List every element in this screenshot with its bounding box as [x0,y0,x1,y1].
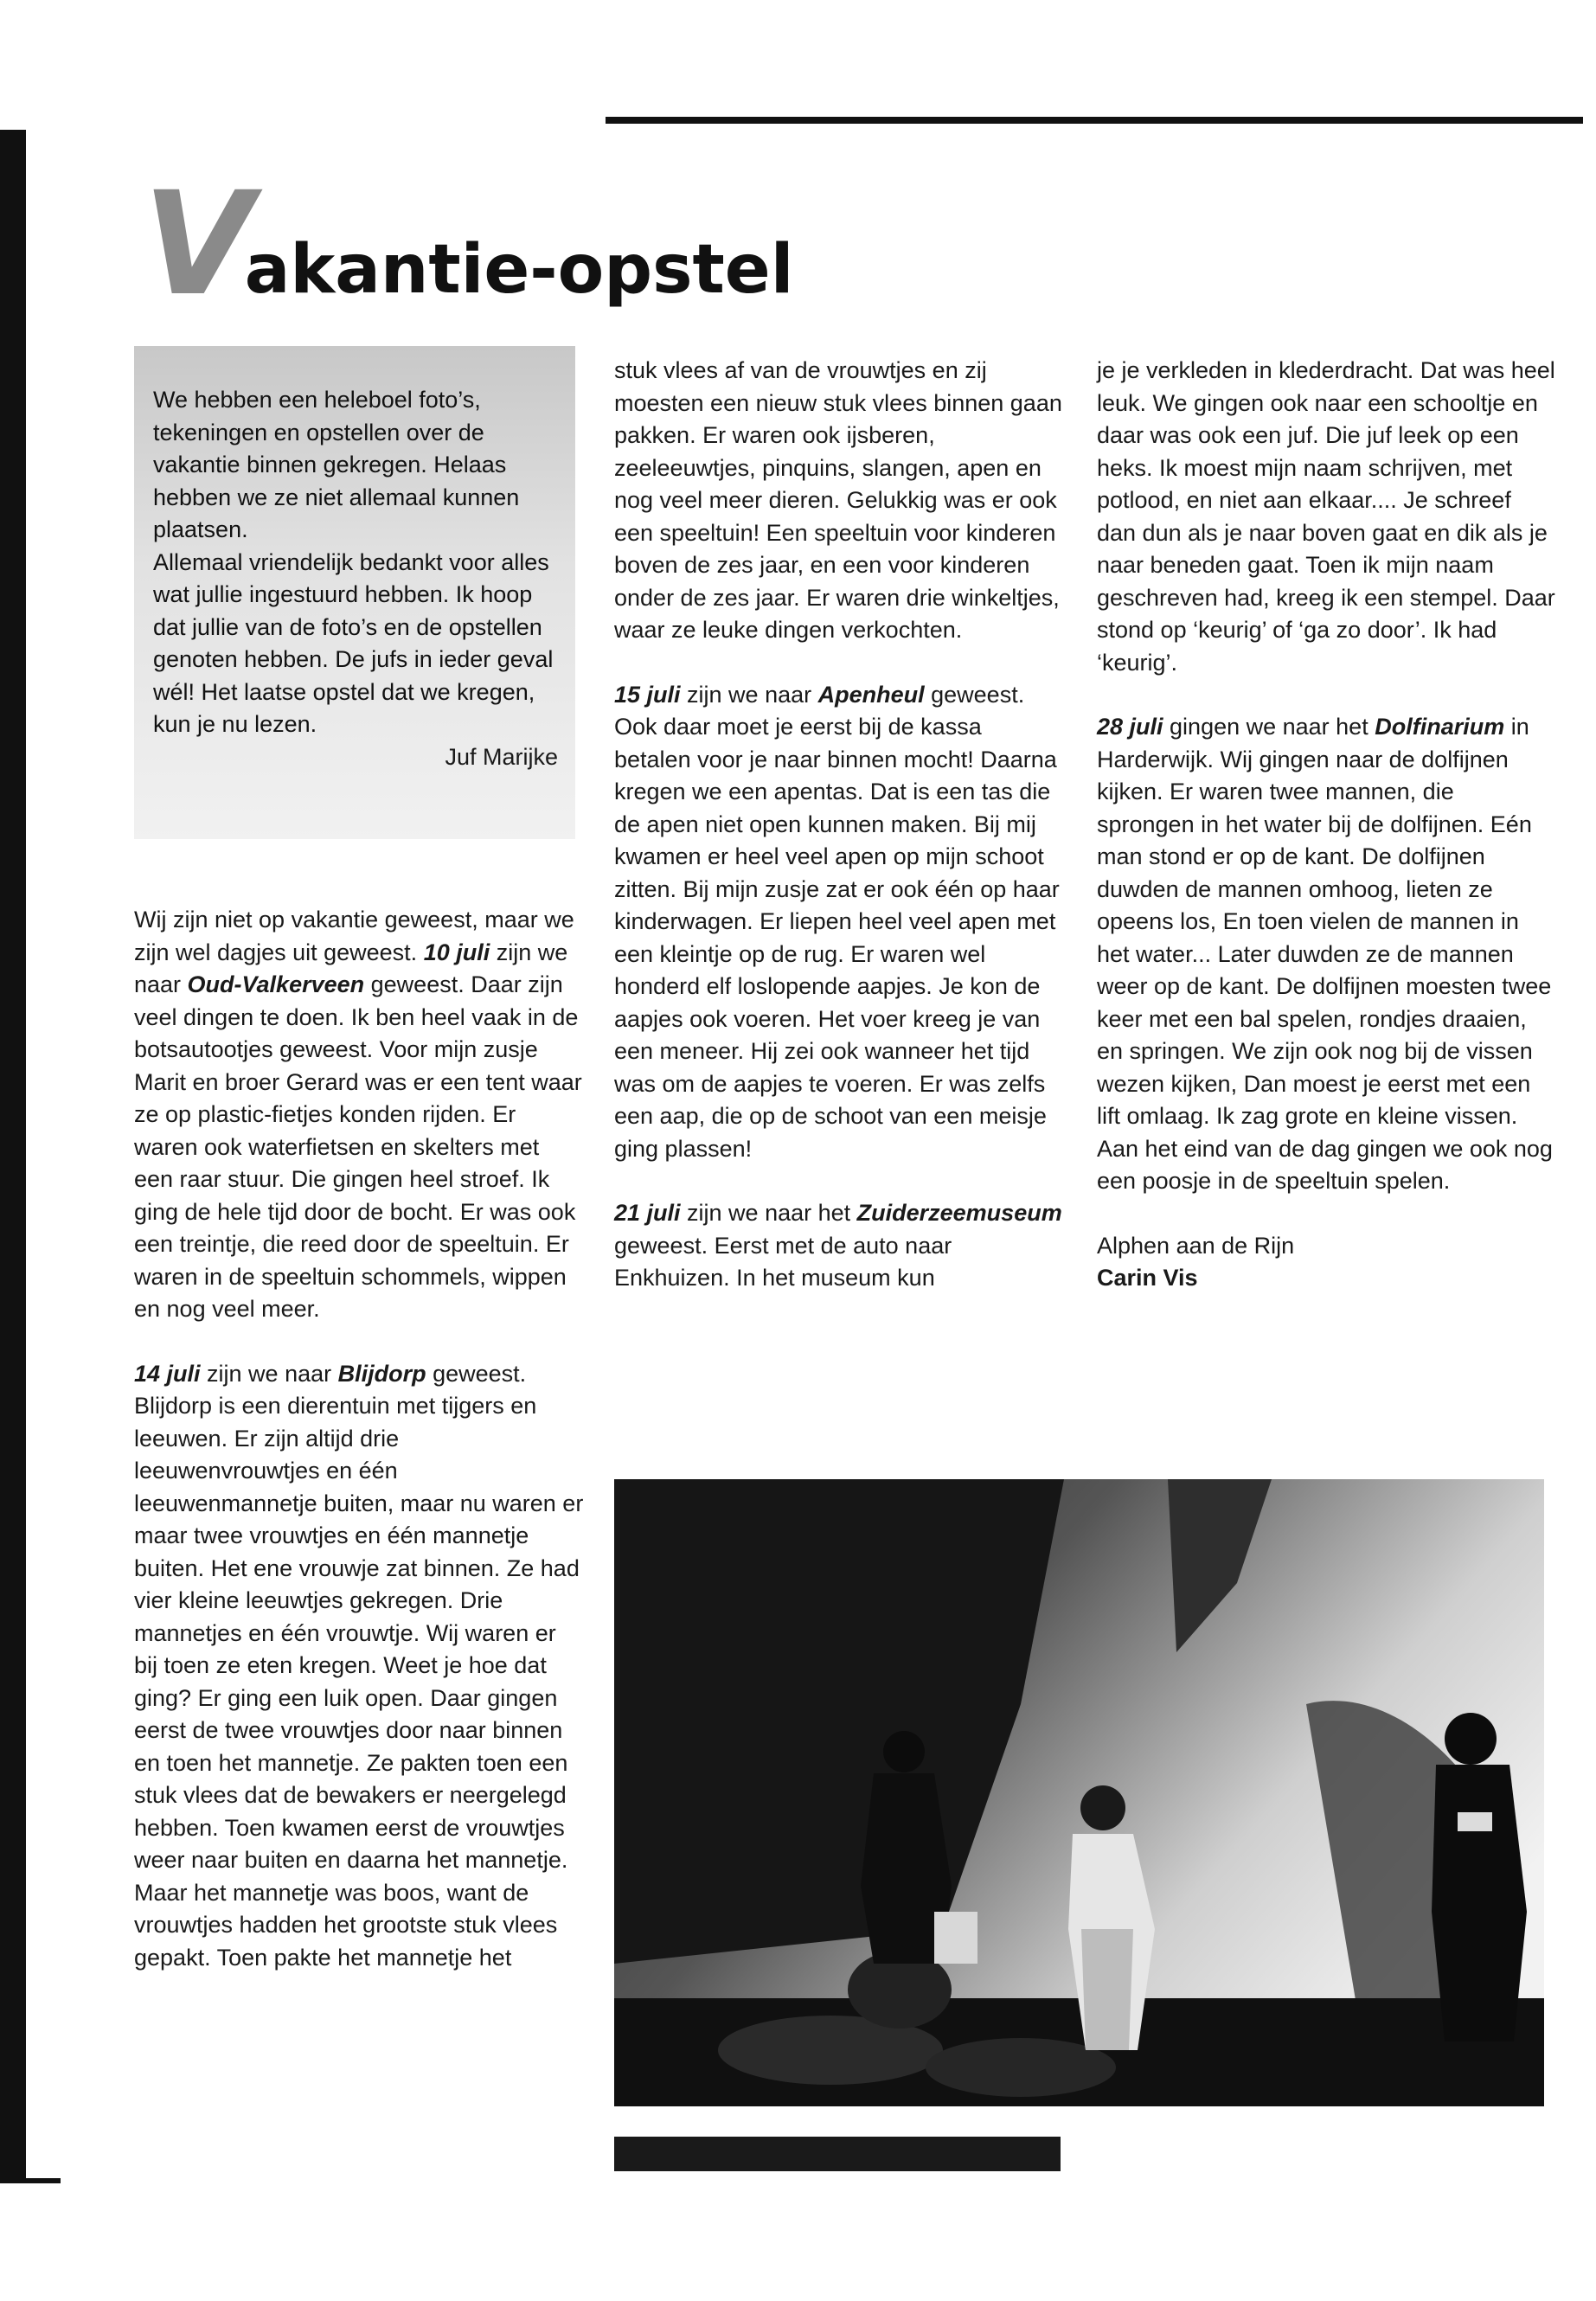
title-text: akantie-opstel [244,231,794,309]
column-1 [134,904,584,1974]
author-name: Carin Vis [1097,1265,1198,1291]
article-title [143,161,794,327]
place: Blijdorp [337,1360,426,1387]
intro-signature: Juf Marijke [445,743,558,770]
page-edge-bar [0,130,26,2178]
place: Apenheul [817,681,925,708]
paragraph-3: 15 juli zijn we naar Apenheul geweest. Ook daar moet je eerst bij de kassa betalen voor je naar binnen mocht! Daarna kregen we een apentas. Dat is een tas die de apen niet open kunnen maken. Bij mij kwamen er heel veel apen op mijn schoot zitten. Bij mijn zusje zat er ook één op haar kinderwagen. Er liepen heel veel apen met een kleintje op de rug. Er waren wel honderd elf loslopende aapjes. Je kon de aapjes ook voeren. Het voer kreeg je van een meneer. Hij zei ook wanneer het tijd was om de aapjes te voeren. Er was zelfs een aap, die op de schoot van een meisje ging plassen! [614,681,1060,1162]
column-2 [614,355,1064,1295]
paragraph-2-continued: stuk vlees af van de vrouwtjes en zij moesten een nieuw stuk vlees binnen gaan pakken. Er waren ook ijsberen, zeeleeuwtjes, pinquins, slangen, apen en nog veel meer dieren. Gelukkig was er ook een speeltuin! Een speeltuin voor kinderen boven de zes jaar, en een voor kinderen onder de zes jaar. Er waren drie winkeltjes, waar ze leuke dingen verkochten. [614,357,1062,643]
paragraph-1: Wij zijn niet op vakantie geweest, maar we zijn wel dagjes uit geweest. 10 juli zijn we naar Oud-Valkerveen geweest. Daar zijn veel dingen te doen. Ik ben heel vaak in de botsautootjes geweest. Voor mijn zusje Marit en broer Gerard was er een tent waar ze op plastic-fietjes konden rijden. Er waren ook waterfietsen en skelters met een raar stuur. Die gingen heel stroef. Ik ging de hele tijd door de bocht. Er was ook een treintje, die reed door de speeltuin. Er waren in de speeltuin schommels, wippen en nog veel meer. [134,907,582,1322]
paragraph-2: 14 juli zijn we naar Blijdorp geweest. Blijdorp is een dierentuin met tijgers en leeuwen. Er zijn altijd drie leeuwenvrouwtjes en één leeuwenmannetje buiten, maar nu waren er maar twee vrouwtjes en één mannetje buiten. Het ene vrouwje zat binnen. Ze had vier kleine leeuwtjes gekregen. Drie mannetjes en één vrouwtje. Wij waren er bij toen ze eten kregen. Weet je hoe dat ging? Er ging een luik open. Daar gingen eerst de twee vrouwtjes door naar binnen en toen het mannetje. Ze pakten toen een stuk vlees dat de bewakers er neergelegd hebben. Toen kwamen eerst de vrouwtjes weer naar buiten en daarna het mannetje. Maar het mannetje was boos, want de vrouwtjes hadden het grootste stuk vlees gepakt. Toen pakte het mannetje het [134,1360,584,1971]
paragraph-2-text: geweest. Blijdorp is een dierentuin met tijgers en leeuwen. Er zijn altijd drie leeuwenvrouwtjes en één leeuwenmannetje buiten, maar nu waren er maar twee vrouwtjes en één mannetje buiten. Het ene vrouwje zat binnen. Ze had vier kleine leeuwtjes gekregen. Drie mannetjes en één vrouwtje. Wij waren er bij toen ze eten kregen. Weet je hoe dat ging? Er ging een luik open. Daar gingen eerst de twee vrouwtjes door naar binnen en toen het mannetje. Ze pakten toen een stuk vlees dat de bewakers er neergelegd hebben. Toen kwamen eerst de vrouwtjes weer naar buiten en daarna het mannetje. Maar het mannetje was boos, want de vrouwtjes hadden het grootste stuk vlees gepakt. Toen pakte het mannetje het [134,1360,584,1971]
date: 14 juli [134,1360,201,1387]
place: Oud-Valkerveen [187,971,365,997]
date: 15 juli [614,681,681,708]
date: 28 juli [1097,714,1163,740]
paragraph-4: 21 juli zijn we naar het Zuiderzeemuseum geweest. Eerst met de auto naar Enkhuizen. In het museum kun [614,1200,1062,1291]
author-location: Alphen aan de Rijn [1097,1232,1295,1259]
intro-text: We hebben een heleboel foto’s, tekeningen en opstellen over de vakantie binnen gekregen. Helaas hebben we ze niet allemaal kunnen plaatsen. [153,387,520,542]
column-3 [1097,355,1555,1295]
top-rule [606,117,1583,124]
footer-bar [614,2137,1061,2171]
paragraph-4-continued: je je verkleden in klederdracht. Dat was heel leuk. We gingen ook naar een schooltje en daar was ook een juf. Die juf leek op een heks. Ik moest mijn naam schrijven, met potlood, en niet aan elkaar.... Je schreef dan dun als je naar boven gaat en dik als je naar beneden gaat. Toen ik mijn naam geschreven had, kreeg ik een stempel. Daar stond op ‘keurig’ of ‘ga zo door’. Ik had ‘keurig’. [1097,357,1555,676]
date: 10 juli [423,939,490,965]
dolphinarium-photo [614,1479,1544,2106]
date: 21 juli [614,1200,681,1226]
place: Zuiderzeemuseum [856,1200,1062,1226]
bottom-rule [0,2178,61,2183]
title-initial: V [143,161,248,327]
intro-text-2: Allemaal vriendelijk bedankt voor alles wat jullie ingestuurd hebben. Ik hoop dat jullie van de foto’s en de opstellen genoten hebben. De jufs in ieder geval wél! Het laatse opstel dat we kregen, kun je nu lezen. [153,548,554,737]
paragraph-5: 28 juli gingen we naar het Dolfinarium in Harderwijk. Wij gingen naar de dolfijnen kijken. Er waren twee mannen, die sprongen in het water bij de dolfijnen. Eén man stond er op de kant. De dolfijnen duwden de mannen omhoog, lieten ze opeens los, En toen vielen de mannen in het water... Later duwden ze de mannen weer op de kant. De dolfijnen moesten twee keer met een bal spelen, rondjes draaien, en springen. We zijn ook nog bij de vissen wezen kijken, Dan moest je eerst met een lift omlaag. Ik zag grote en kleine vissen. Aan het eind van de dag gingen we ook nog een poosje in de speeltuin spelen. [1097,714,1553,1194]
intro-box [134,346,575,839]
place: Dolfinarium [1375,714,1505,740]
